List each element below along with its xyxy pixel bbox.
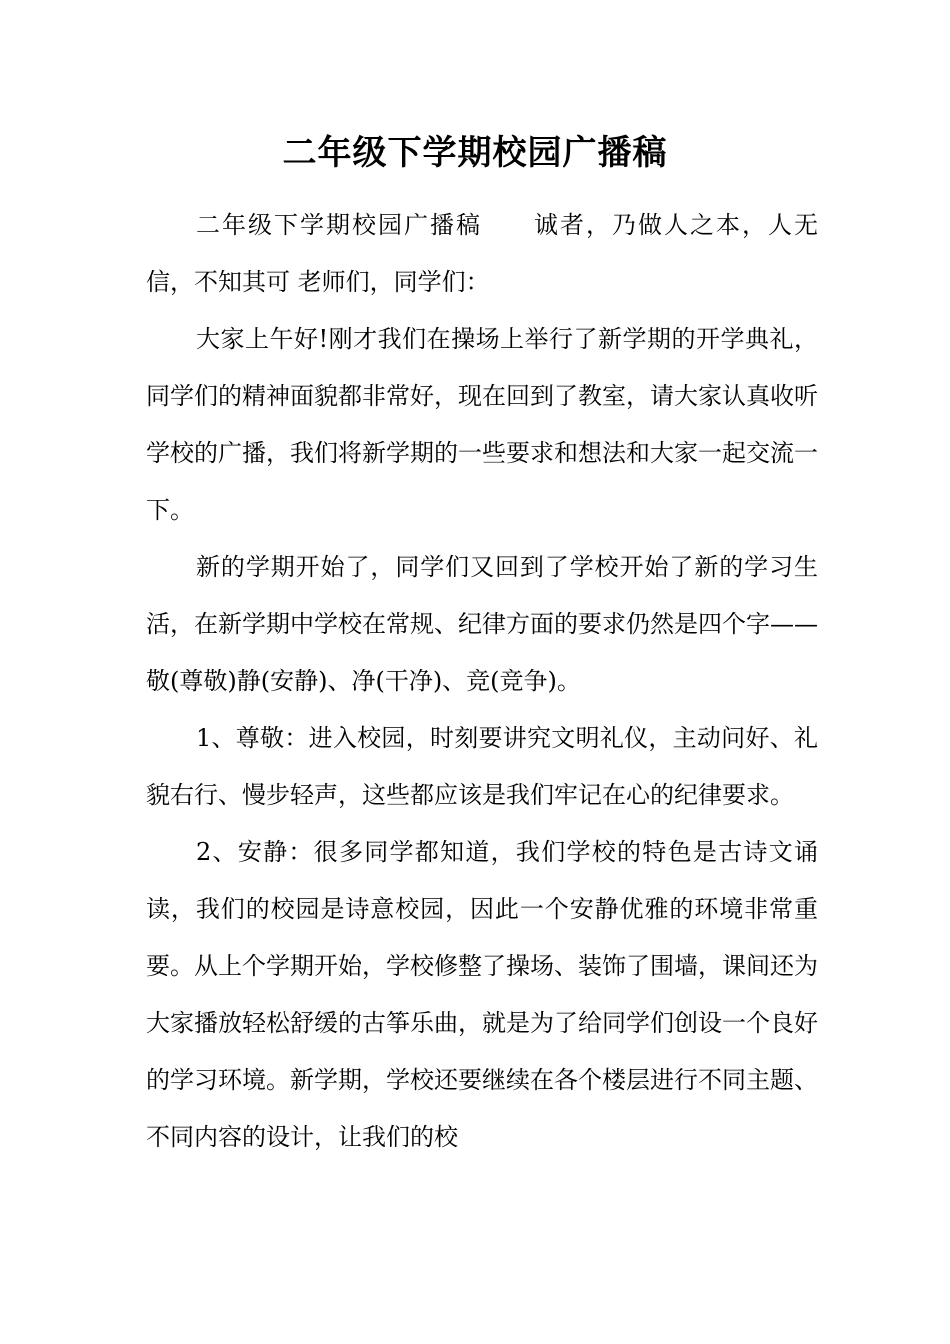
document-title: 二年级下学期校园广播稿 <box>282 133 668 173</box>
document-body <box>146 197 818 1166</box>
paragraph-new-semester: 新的学期开始了，同学们又回到了学校开始了新的学习生活，在新学期中学校在常规、纪律方面的要求仍然是四个字——敬(尊敬)静(安静)、净(干净)、竞(竞争)。 <box>146 553 818 695</box>
paragraph-intro: 二年级下学期校园广播稿 诚者，乃做人之本，人无信，不知其可 老师们，同学们： <box>146 211 818 296</box>
paragraph-respect: 1、尊敬：进入校园，时刻要讲究文明礼仪，主动问好、礼貌右行、慢步轻声，这些都应该是我们牢记在心的纪律要求。 <box>146 724 818 809</box>
paragraph-quiet: 2、安静：很多同学都知道，我们学校的特色是古诗文诵读，我们的校园是诗意校园，因此一个安静优雅的环境非常重要。从上个学期开始，学校修整了操场、装饰了围墙，课间还为大家播放轻松舒缓的古筝乐曲，就是为了给同学们创设一个良好的学习环境。新学期，学校还要继续在各个楼层进行不同主题、不同内容的设计，让我们的校 <box>146 838 818 1151</box>
paragraph-greeting: 大家上午好!刚才我们在操场上举行了新学期的开学典礼，同学们的精神面貌都非常好，现在回到了教室，请大家认真收听学校的广播，我们将新学期的一些要求和想法和大家一起交流一下。 <box>146 325 818 524</box>
